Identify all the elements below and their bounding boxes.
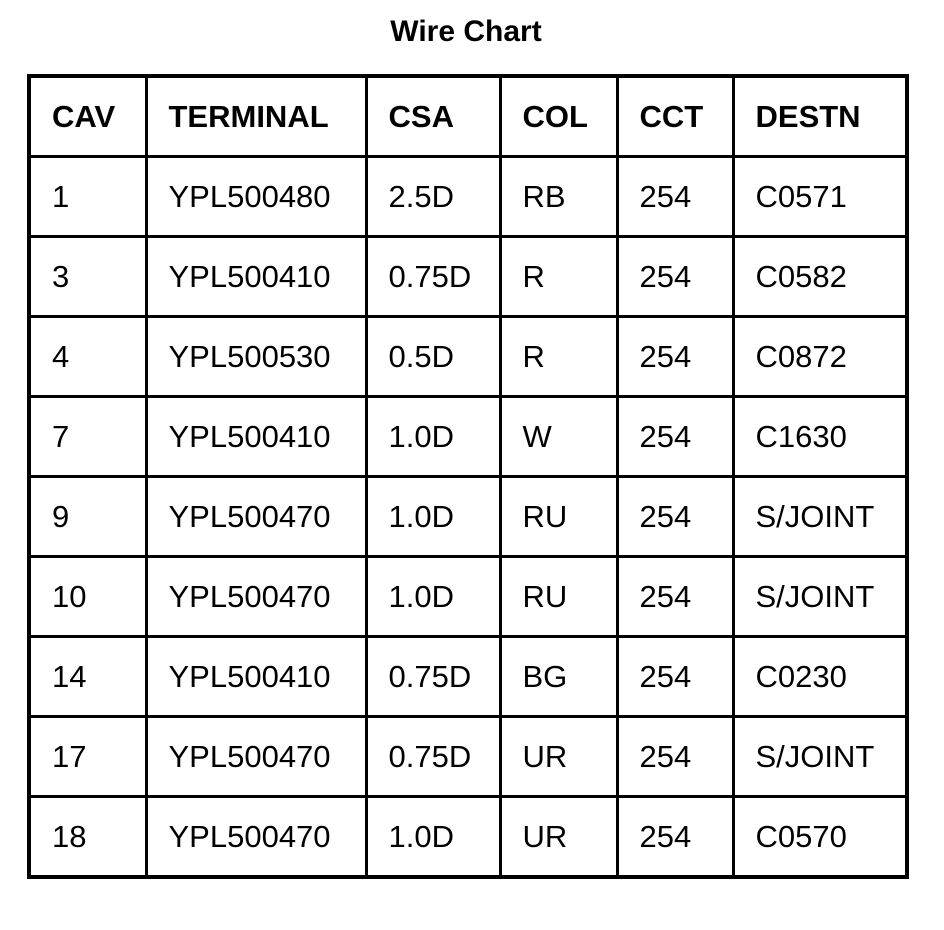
- cell-cct: 254: [617, 237, 733, 317]
- cell-csa: 0.75D: [366, 237, 500, 317]
- cell-destn: C1630: [733, 397, 907, 477]
- table-row: [29, 717, 907, 797]
- cell-cct: 254: [617, 557, 733, 637]
- cell-csa: 1.0D: [366, 557, 500, 637]
- cell-col: R: [500, 317, 617, 397]
- cell-csa: 0.75D: [366, 637, 500, 717]
- cell-cav: 7: [29, 397, 146, 477]
- cell-destn: C0230: [733, 637, 907, 717]
- cell-csa: 1.0D: [366, 797, 500, 878]
- cell-col: RU: [500, 557, 617, 637]
- cell-csa: 0.75D: [366, 717, 500, 797]
- table-row: [29, 317, 907, 397]
- cell-cav: 3: [29, 237, 146, 317]
- table-row: [29, 397, 907, 477]
- header-cav: CAV: [29, 76, 146, 157]
- header-csa: CSA: [366, 76, 500, 157]
- cell-csa: 0.5D: [366, 317, 500, 397]
- cell-col: UR: [500, 717, 617, 797]
- cell-destn: C0571: [733, 157, 907, 237]
- cell-cct: 254: [617, 157, 733, 237]
- cell-destn: S/JOINT: [733, 477, 907, 557]
- header-row: [29, 76, 907, 157]
- cell-cav: 4: [29, 317, 146, 397]
- header-cct: CCT: [617, 76, 733, 157]
- cell-terminal: YPL500470: [146, 477, 366, 557]
- cell-terminal: YPL500530: [146, 317, 366, 397]
- table-row: [29, 237, 907, 317]
- table-row: [29, 797, 907, 878]
- cell-terminal: YPL500470: [146, 557, 366, 637]
- cell-cct: 254: [617, 637, 733, 717]
- cell-destn: S/JOINT: [733, 557, 907, 637]
- cell-cct: 254: [617, 477, 733, 557]
- cell-cav: 9: [29, 477, 146, 557]
- header-destn: DESTN: [733, 76, 907, 157]
- cell-cav: 18: [29, 797, 146, 878]
- cell-csa: 2.5D: [366, 157, 500, 237]
- cell-cav: 10: [29, 557, 146, 637]
- cell-destn: C0570: [733, 797, 907, 878]
- cell-cct: 254: [617, 317, 733, 397]
- cell-col: RU: [500, 477, 617, 557]
- cell-col: W: [500, 397, 617, 477]
- cell-col: RB: [500, 157, 617, 237]
- cell-col: UR: [500, 797, 617, 878]
- cell-cav: 1: [29, 157, 146, 237]
- cell-terminal: YPL500410: [146, 637, 366, 717]
- cell-csa: 1.0D: [366, 477, 500, 557]
- cell-cct: 254: [617, 797, 733, 878]
- cell-col: BG: [500, 637, 617, 717]
- cell-csa: 1.0D: [366, 397, 500, 477]
- cell-terminal: YPL500480: [146, 157, 366, 237]
- cell-destn: S/JOINT: [733, 717, 907, 797]
- cell-terminal: YPL500410: [146, 237, 366, 317]
- cell-terminal: YPL500470: [146, 797, 366, 878]
- page-title: Wire Chart: [390, 15, 542, 48]
- header-col: COL: [500, 76, 617, 157]
- cell-terminal: YPL500410: [146, 397, 366, 477]
- cell-cct: 254: [617, 717, 733, 797]
- table-row: [29, 157, 907, 237]
- cell-destn: C0872: [733, 317, 907, 397]
- cell-cav: 14: [29, 637, 146, 717]
- cell-col: R: [500, 237, 617, 317]
- table-row: [29, 557, 907, 637]
- cell-destn: C0582: [733, 237, 907, 317]
- header-terminal: TERMINAL: [146, 76, 366, 157]
- wire-chart-table: [27, 74, 909, 879]
- cell-cct: 254: [617, 397, 733, 477]
- table-row: [29, 477, 907, 557]
- cell-cav: 17: [29, 717, 146, 797]
- cell-terminal: YPL500470: [146, 717, 366, 797]
- table-row: [29, 637, 907, 717]
